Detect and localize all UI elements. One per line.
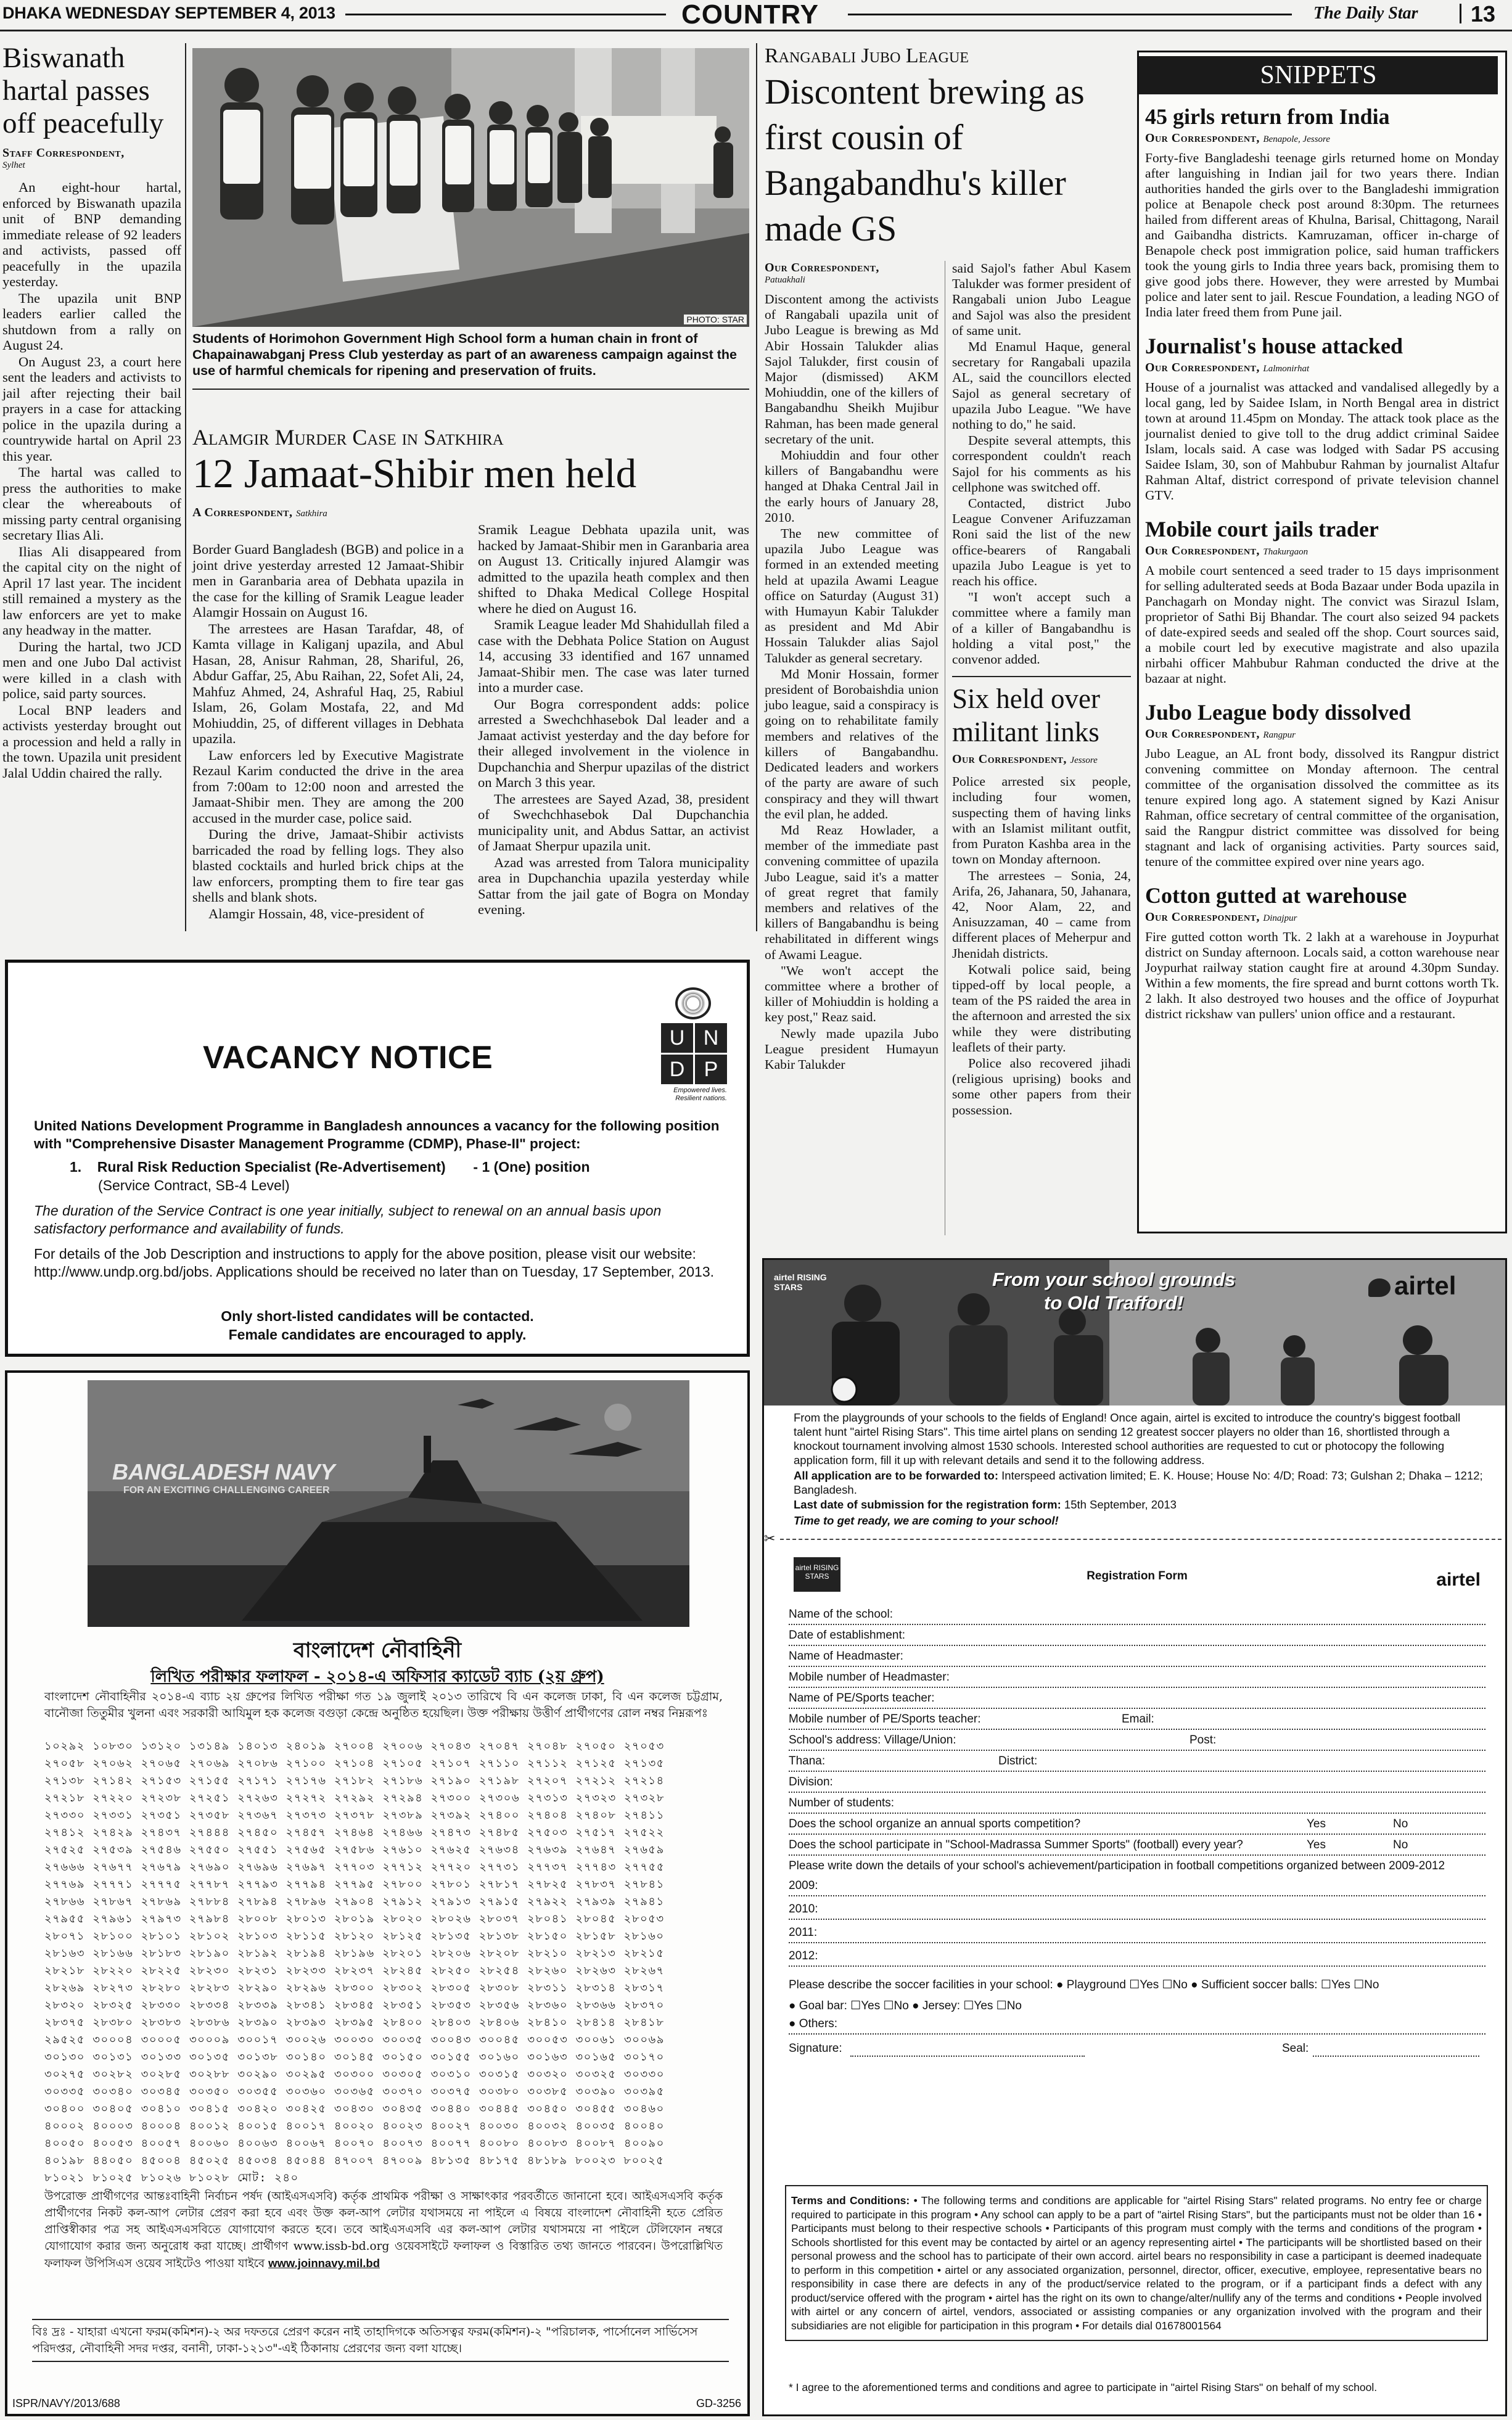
dateline: DHAKA WEDNESDAY SEPTEMBER 4, 2013: [2, 4, 335, 22]
airtel-swirl-icon: [1368, 1278, 1391, 1297]
snippet-item: [1145, 699, 1499, 870]
form-year-2009[interactable]: 2009:: [789, 1875, 1485, 1896]
byline-location: Patuakhali: [765, 275, 805, 285]
form-question-summer[interactable]: Does the school participate in "School-Madrassa Summer Sports" (football) every year? Yes No: [789, 1835, 1485, 1856]
section-title: COUNTRY: [681, 0, 819, 30]
form-badge: airtel RISING STARS: [794, 1557, 840, 1592]
snippet-headline: Mobile court jails trader: [1145, 517, 1379, 541]
form-others[interactable]: ● Others:: [789, 2014, 1485, 2035]
byline: Our Correspondent, Rangpur: [1145, 727, 1296, 741]
roll-row: ৩০১৩০ ৩০১৩১ ৩০১৩৩ ৩০১৩৫ ৩০১৩৮ ৩০১৪০ ৩০১৪৫ ৩০১৫০ ৩০১৫৫ ৩০১৬০ ৩০১৬৩ ৩০১৬৫ ৩০১৭০: [44, 2051, 665, 2064]
roll-row: ২৮১৬৩ ২৮১৬৬ ২৮১৮৩ ২৮১৯০ ২৮১৯২ ২৮১৯৪ ২৮১৯৬ ২৮২০১ ২৮২০৬ ২৮২০৮ ২৮২১০ ২৮২১৩ ২৮২১৫: [44, 1947, 665, 1960]
logo-tagline: Empowered lives. Resilient nations.: [673, 1087, 727, 1102]
paragraph: said Sajol's father Abul Kasem Talukder was former president of Rangabali union Jubo League and Sajol was also the president of same unit.: [952, 261, 1131, 338]
story-militant: [952, 682, 1131, 1117]
paragraph: Discontent among the activists of Rangabali upazila unit of Jubo League is brewing as Md Abir Hossain Talukder alias Sajol Talukder, first cousin of Major (dismissed) AKM Mohiuddin, one of the killers of Bangabandhu Sheikh Mujibur Rahman, has been made general secretary of the unit.: [765, 292, 939, 447]
snippet-text: Jubo League, an AL front body, dissolved its Rangpur district convening committee on Monday afternoon. The central committee of the organisation dissolved the committee as its tenure expired long ago. A statement signed by Kazi Anisur Rahman, office secretary of central committee of the organisation, said the Rangpur district committee was dissolved for being stagnant and lack of organising activities. Party sources said, tenure of the committee expired over nine years ago.: [1145, 746, 1499, 869]
logo-letter: N: [695, 1023, 727, 1053]
vacancy-title: VACANCY NOTICE: [203, 1040, 493, 1076]
snippet-item: [1145, 882, 1499, 1022]
un-emblem-icon: [675, 987, 711, 1019]
logo-letter: P: [695, 1055, 727, 1084]
registration-form: [789, 1551, 1485, 2168]
paragraph: An eight-hour hartal, enforced by Biswanath upazila unit of BNP demanding immediate release of 92 leaders and activists, passed off peacefully in the upazila yesterday.: [2, 179, 181, 289]
navy-ad: [5, 1370, 750, 2416]
paragraph: During the hartal, two JCD men and one Jubo Dal activist were killed in a clash with police, said party sources.: [2, 638, 181, 701]
byline-location: Satkhira: [295, 509, 327, 519]
byline-location: Jessore: [1070, 755, 1098, 766]
navy-title: বাংলাদেশ নৌবাহিনী: [293, 1638, 462, 1663]
roll-row: ৮১০২১ ৮১০২৫ ৮১০২৬ ৮১০২৮ মোট: ২৪০: [44, 2171, 299, 2184]
paragraph: The hartal was called to press the authorities to make clear the whereabouts of missing party central organising secretary Ilias Ali.: [2, 464, 181, 543]
navy-note: বিঃ দ্রঃ - যাহারা এখনো ফরম(কমিশন)-২ অর দফতরে প্রেরণ করেন নাই তাহাদিগকে অতিসত্বর ফরম(কমিশন)-২ "পরিচালক, পার্সোনেল সার্ভিসেস পরিদপ্তর, নৌবাহিনী সদর দপ্তর, বনানী, ঢাকা-১২১৩"-এই ঠিকানায় প্রেরণের জন্য বলা যাচ্ছে।: [32, 2319, 729, 2362]
gd-code: GD-3256: [696, 2397, 741, 2410]
form-field-pe-mobile[interactable]: Mobile number of PE/Sports teacher: Email:: [789, 1709, 1485, 1730]
terms-box: Terms and Conditions: • The following terms and conditions are applicable for "airtel Rising Stars" related programs. No entry fee or charge required to participate in this program • Any school can apply to be a part of "airtel Rising Stars", but the participants must not be older than 16 • Participants must belong to their respective schools • Participants of this program must comply with the terms and conditions of the program • Schools shortlisted for this event may be contacted by airtel or an agency representing airtel • The participants will be shortlisted based on their personal prowess and the school has to participate of their own accord. airtel bears no responsibility in case a participant is deemed inadequate to perform in this competition • airtel or any associated organization, personnel, director, officer, executive, employee, representative bears no responsibility in case there are defects in any of the product/service related to the program, or if a participant finds a defect with any product/service offered with the program • airtel has the right on its own to change/alter/nullify any of the terms and conditions • People involved with airtel or any concern of airtel, vendors, associated or assisting companies or any organization involved with the program and their subsidiaries are not eligible for participation in this program • For details dial 01678001564: [785, 2185, 1488, 2341]
rangabali-col2: [952, 261, 1131, 1119]
paragraph: Contacted, district Jubo League Convener Arifuzzaman Roni said the list of the new office-bearers of Rangabali upazila Jubo League is yet to reach his office.: [952, 496, 1131, 589]
roll-row: ২৭৭৬৯ ২৭৭৭১ ২৭৭৭৫ ২৭৭৮৭ ২৭৭৯৩ ২৭৭৯৪ ২৭৭৯৫ ২৭৮০০ ২৭৮০১ ২৭৮১৭ ২৭৮২৫ ২৭৮৩৭ ২৭৮৪১: [44, 1878, 665, 1891]
airtel-tagline: Time to get ready, we are coming to your school!: [794, 1514, 1059, 1527]
rising-stars-badge: airtel RISING STARS: [774, 1272, 827, 1292]
navy-outro: উপরোক্ত প্রার্থীগণের আন্তঃবাহিনী নির্বাচন পর্ষদ (আইএসএসবি) কর্তৃক প্রাথমিক পরীক্ষা ও সাক্ষাৎকার পরবর্তীতে জানানো হবে। আইএসএসবি কর্তৃক প্রার্থীগণের নিকট কল-আপ লেটার প্রেরণ করা হবে এবং উক্ত কল-আপ লেটার যথাসময়ে না পাইলে এ বিষয়ে বাংলাদেশ নৌবাহিনী হতে প্রেরিত প্রাপ্তিস্বীকার পত্র সহ আইএসএসবিতে যোগাযোগ করতে হবে। তবে আইএসএসবি এর কল-আপ লেটার যথাসময়ে না পাইলে টেলিফোন নম্বরে যোগাযোগ করার জন্য অনুরোধ করা যাচ্ছে। প্রার্থীগণ www.issb-bd.org ওয়েবসাইটে ফলাফল ও বিস্তারিত তথ্য জানতে পারবেন। উপরোল্লিখিত ফলাফল উপিসিএস ওয়েব সাইটেও পাওয়া যাইবে www.joinnavy.mil.bd: [44, 2190, 723, 2270]
airtel-headline-2: to Old Trafford!: [1044, 1292, 1184, 1314]
airtel-headline-1: From your school grounds: [992, 1269, 1236, 1290]
paragraph: Newly made upazila Jubo League president Humayun Kabir Talukder: [765, 1026, 939, 1072]
logo-letter: U: [661, 1023, 693, 1053]
female-note: Female candidates are encouraged to apply.: [228, 1327, 527, 1343]
paper-logo: The Daily Star: [1313, 4, 1418, 23]
roll-row: ৩০৩৩৫ ৩০৩৪০ ৩০৩৪৫ ৩০৩৫০ ৩০৩৫৫ ৩০৩৬০ ৩০৩৬৫ ৩০৩৭০ ৩০৩৭৫ ৩০৩৮০ ৩০৩৮৫ ৩০৩৯০ ৩০৩৯৫: [44, 2085, 665, 2098]
agree-statement: * I agree to the aforementioned terms and conditions and agree to participate in "airtel Rising Stars" on behalf of my school.: [789, 2381, 1378, 2393]
address-line: All application are to be forwarded to: Interspeed activation limited; E. K. House; House No: 4/D; Road: 73; Gulshan 2; Dhaka – 1212; Bangladesh.: [794, 1469, 1483, 1496]
roll-row: ২৮৩২০ ২৮৩২৫ ২৮৩৩০ ২৮৩৩৪ ২৮৩৩৯ ২৮৩৪১ ২৮৩৪৫ ২৮৩৫১ ২৮৩৫৩ ২৮৩৫৬ ২৮৩৬০ ২৮৩৬৬ ২৮৩৭০: [44, 1999, 665, 2012]
form-title: Registration Form: [1087, 1570, 1188, 1582]
contract-duration: The duration of the Service Contract is one year initially, subject to renewal on an annual basis upon satisfactory performance and availability of funds.: [34, 1203, 662, 1237]
roll-row: ৩০২৭৫ ৩০২৮২ ৩০২৮৫ ৩০২৮৮ ৩০২৯০ ৩০২৯৫ ৩০৩০০ ৩০৩০৫ ৩০৩১০ ৩০৩১৫ ৩০৩২০ ৩০৩২৫ ৩০৩৩০: [44, 2068, 665, 2081]
paragraph: Md Enamul Haque, general secretary for Rangabali upazila AL, said the councillors elected Sajol as general secretary of upazila Jubo League. "We have nothing to do," he said.: [952, 339, 1131, 432]
headline: Biswanath hartal passes off peacefully: [2, 42, 164, 139]
form-field-address[interactable]: School's address: Village/Union: Post:: [789, 1730, 1485, 1751]
kicker: Rangabali Jubo League: [765, 44, 969, 67]
roll-row: ২৭৫২৫ ২৭৫৩৯ ২৭৫৪৬ ২৭৫৫০ ২৭৫৫১ ২৭৫৬৫ ২৭৫৮৬ ২৭৬১০ ২৭৬২৫ ২৭৬৩৪ ২৭৬৩৯ ২৭৬৪৭ ২৭৬৫৯: [44, 1843, 665, 1856]
form-facilities-2[interactable]: ● Goal bar: ☐Yes ☐No ● Jersey: ☐Yes ☐No: [789, 1999, 1022, 2012]
byline-location: Sylhet: [2, 160, 25, 170]
form-year-2010[interactable]: 2010:: [789, 1899, 1485, 1920]
roll-row: ২৭৪১২ ২৭৪২৯ ২৭৪৩৭ ২৭৪৪৪ ২৭৪৫০ ২৭৪৫৭ ২৭৪৬৪ ২৭৪৬৬ ২৭৪৭৩ ২৭৪৮৫ ২৭৫০৩ ২৭৫১৭ ২৭৫২২: [44, 1826, 665, 1839]
form-field-division[interactable]: Division:: [789, 1772, 1485, 1793]
students-image: [192, 48, 749, 327]
snippets-header: SNIPPETS: [1139, 56, 1498, 94]
human-chain-photo: [192, 48, 749, 327]
snippet-headline: Cotton gutted at warehouse: [1145, 883, 1407, 908]
roll-row: ২৭২১৮ ২৭২২০ ২৭২৩৮ ২৭২৫১ ২৭২৬৩ ২৭২৭২ ২৭২৯২ ২৭২৯৪ ২৭৩০০ ২৭৩০৬ ২৭৩১৩ ২৭৩২৩ ২৭৩২৮: [44, 1792, 665, 1805]
paragraph: Our Bogra correspondent adds: police arrested a Swechchhasebok Dal leader and a Jamaat activist yesterday and the day before for their alleged involvement in the violence in Dupchanchia and Sherpur upazilas of the district on March 3 this year.: [478, 696, 749, 790]
roll-row: ১০২৯২ ১০৮৩০ ১৩১২০ ১৩১৪৯ ১৪০১৩ ২৪০১৯ ২৭০০৪ ২৭০০৬ ২৭০৪৩ ২৭০৪৭ ২৭০৪৮ ২৭০৫০ ২৭০৫৩: [44, 1740, 665, 1753]
paragraph: Local BNP leaders and activists yesterday brought out a procession and held a rally in the town. Upazila unit president Jalal Uddin chaired the rally.: [2, 702, 181, 781]
paragraph: Md Monir Hossain, former president of Borobaishdia union jubo league, said a conspiracy is going on to rehabilitate family members and relatives of the killers of Bangabandhu. Dedicated leaders and workers of the party are aware of such conspiracy and they will thwart the evil plan, he added.: [765, 666, 939, 821]
snippet-headline: Journalist's house attacked: [1145, 334, 1403, 358]
byline: Staff Correspondent,: [2, 146, 125, 160]
paragraph: Mohiuddin and four other killers of Bangabandhu were hanged at Dhaka Central Jail in the early hours of January 28, 2010.: [765, 448, 939, 525]
roll-row: ২৭৬৬৬ ২৭৬৭৭ ২৭৬৭৯ ২৭৬৯০ ২৭৬৯৬ ২৭৬৯৭ ২৭৭০৩ ২৭৭১২ ২৭৭২০ ২৭৭৩১ ২৭৭৩৭ ২৭৭৪৩ ২৭৭৫৫: [44, 1861, 665, 1874]
snippet-text: A mobile court sentenced a seed trader to 15 days imprisonment for selling adulterated seeds at Boda Bazaar under Boda upazila in Panchagarh on Monday night. The convict was Sirazul Islam, proprietor of Sathi Bij Bhandar. The court also seized 94 packets of date-expired seeds and sealed off the shop. Court sources said, a mobile court led by executive magistrate and also upazila nirbahi officer Mahbubur Rahman conducted the drive at the bazaar at night.: [1145, 563, 1499, 686]
position-count: - 1 (One) position: [473, 1159, 590, 1175]
paragraph: Border Guard Bangladesh (BGB) and police in a joint drive yesterday arrested 12 Jamaat-Shibir men in Garanbaria area of Debhata upazila in the case for the killing of Sramik League leader Alamgir Hossain on August 16.: [192, 541, 464, 620]
scissors-icon: ✂: [764, 1531, 776, 1547]
snippet-headline: Jubo League body dissolved: [1145, 700, 1411, 725]
roll-row: ২৭৯৫৫ ২৭৯৬১ ২৭৯৭৩ ২৭৯৮৪ ২৮০০৮ ২৮০১৩ ২৮০১৯ ২৮০২০ ২৮০২৬ ২৮০৩৭ ২৮০৪১ ২৮০৪৫ ২৮০৫৩: [44, 1912, 665, 1925]
story-biswanath: [2, 42, 181, 781]
snippet-text: House of a journalist was attacked and vandalised allegedly by a local gang, led by Saidee Islam, in North Bengal area in district town at around 11.45pm on Monday. The attack took place as the journalist denied to give toll to the drug addict criminal Saidee Islam, locals said. A case was lodged with Sadar PS accusing Saidee Islam, 30, son of Mahbubur Rahman by journalist Altafur Rahman Altaf, district correspond of private television channel GTV.: [1145, 380, 1499, 503]
roll-row: ২৭৮৬৬ ২৭৮৬৭ ২৭৮৬৯ ২৭৮৮৪ ২৭৮৯৪ ২৭৮৯৬ ২৭৯০৪ ২৭৯১২ ২৭৯১৩ ২৭৯১৫ ২৭৯২২ ২৭৯৩৯ ২৭৯৪১: [44, 1895, 665, 1908]
paragraph: The new committee of upazila Jubo League was formed in an extended meeting held at upazila Awami League office on Saturday (August 31) with Humayun Kabir Talukder as president and Md Abir Hossain Talukder alias Sajol Talukder as general secretary.: [765, 526, 939, 665]
navy-intro: বাংলাদেশ নৌবাহিনীর ২০১৪-এ ব্যাচ ২য় গ্রুপের লিখিত পরীক্ষা গত ১৯ জুলাই ২০১৩ তারিখে বি এন কলেজ ঢাকা, বি এন কলেজ চট্টগ্রাম, বানৌজা তিতুমীর খুলনা এবং সরকারী আযিমুল হক কলেজ বগুড়া কেন্দ্রে অনুষ্ঠিত হয়েছিল। উক্ত পরীক্ষায় উত্তীর্ণ প্রার্থীগণের রোল নম্বর নিম্নরূপঃ: [44, 1690, 723, 1720]
column-1: [192, 541, 464, 922]
roll-row: ৪০০৫০ ৪০০৫৩ ৪০০৫৭ ৪০০৬০ ৪০০৬৩ ৪০০৬৭ ৪০০৭০ ৪০০৭৩ ৪০০৭৭ ৪০০৮০ ৪০০৮৩ ৪০০৮৭ ৪০০৯০: [44, 2137, 665, 2150]
paragraph: Kotwali police said, being tipped-off by local people, a team of the PS raided the area in the afternoon and arrested the six while they were distributing leaflets of their party.: [952, 961, 1131, 1055]
byline: Our Correspondent, Dinajpur: [1145, 910, 1297, 924]
paragraph: Police arrested six people, including four women, suspecting them of having links with an Islamist militant outfit, from Puraton Kashba area in the town on Monday afternoon.: [952, 774, 1131, 867]
byline: Our Correspondent,: [765, 261, 879, 274]
paragraph: The arrestees are Hasan Tarafdar, 48, of Kamta village in Kaliganj upazila, and Abul Hasan, 28, Anisur Rahman, 28, Shariful, 26, Abdur Gaffar, 25, Abu Raihan, 22, Sofet Ali, 24, Mahfuz Ahmed, 24, Ashraful Haq, 25, Rabiul Islam, 26, Golam Mostafa, 22, and Md Mohiuddin, 25, of different villages in Debhata upazila.: [192, 620, 464, 746]
snippet-text: Forty-five Bangladeshi teenage girls returned home on Monday after languishing in Indian jail for two years there. Indian authorities handed the girls over to the Bangladeshi immigration police at Benapole check post around 8:30pm. The returnees hailed from different areas of Khulna, Barisal, Chittagong, Narail and Gaibandha districts. Kamruzaman, officer in-charge of Benapole check post immigration police, said human traffickers took the young girls to India three years back, promising them to give good jobs there. However, they were arrested by Mumbai police and later sent to jail. Rescue Foundation, a leading NGO of India later freed them from Pune jail.: [1145, 150, 1499, 319]
page-number: 13: [1471, 1, 1496, 27]
form-year-2011[interactable]: 2011:: [789, 1922, 1485, 1943]
form-field-school-name[interactable]: Name of the school:: [789, 1604, 1485, 1625]
roll-row: ২৭০৫৮ ২৭০৬২ ২৭০৬৫ ২৭০৬৯ ২৭০৮৬ ২৭১০০ ২৭১০৪ ২৭১০৫ ২৭১০৭ ২৭১১০ ২৭১১২ ২৭১২৫ ২৭১৩৫: [44, 1757, 665, 1770]
paragraph: Sramik League leader Md Shahidullah filed a case with the Debhata Police Station on August 14, accusing 33 identified and 167 unnamed Jamaat-Shibir men. The case was later turned into a murder case.: [478, 617, 749, 695]
form-field-pe-teacher[interactable]: Name of PE/Sports teacher:: [789, 1688, 1485, 1709]
column-2: [478, 522, 749, 918]
position-line: 1. Rural Risk Reduction Specialist (Re-Advertisement) - 1 (One) position: [70, 1159, 590, 1175]
vacancy-intro: United Nations Development Programme in Bangladesh announces a vacancy for the following position with "Comprehensive Disaster Management Programme (CDMP), Phase-II" project:: [34, 1118, 720, 1151]
roll-row: ২৮০৭১ ২৮১০০ ২৮১০১ ২৮১০২ ২৮১০৩ ২৮১১৫ ২৮১২০ ২৮১২৫ ২৮১৩৫ ২৮১৩৮ ২৮১৫০ ২৮১৫৮ ২৮১৬০: [44, 1930, 665, 1943]
form-field-students[interactable]: Number of students:: [789, 1793, 1485, 1814]
snippet-item: [1145, 516, 1499, 686]
form-question-achievement: Please write down the details of your school's achievement/participation in football competitions organized between 2009-2012: [789, 1859, 1445, 1872]
roll-row: ২৮৩৭৫ ২৮৩৮০ ২৮৩৮৩ ২৮৩৮৬ ২৮৩৯০ ২৮৩৯৩ ২৮৩৯৫ ২৮৪০০ ২৮৪০৩ ২৮৪০৬ ২৮৪১০ ২৮৪১৪ ২৮৪১৮: [44, 2016, 665, 2029]
vacancy-ad: [5, 960, 750, 1357]
paragraph: During the drive, Jamaat-Shibir activists barricaded the road by felling logs. They also blasted cocktails and hurled brick chips at the law enforcers, prompting them to fire tear gas shells and blank shots.: [192, 826, 464, 905]
paragraph: The arrestees – Sonia, 24, Arifa, 26, Jahanara, 50, Jahanara, 42, Noor Alam, 22, and Anisuzzaman, 40 – came from different places of Meherpur and Jhenidah districts.: [952, 868, 1131, 961]
form-brand: airtel: [1436, 1570, 1481, 1590]
snippet-headline: 45 girls return from India: [1145, 104, 1390, 129]
form-field-headmaster-mobile[interactable]: Mobile number of Headmaster:: [789, 1667, 1485, 1688]
kicker: Alamgir Murder Case in Satkhira: [192, 425, 504, 450]
roll-row: ২৮২৬৯ ২৮২৭৩ ২৮২৮০ ২৮২৮৩ ২৮২৯০ ২৮২৯৬ ২৮৩০০ ২৮৩০২ ২৮৩০৫ ২৮৩০৮ ২৮৩১১ ২৮৩১৪ ২৮৩১৭: [44, 1982, 665, 1994]
paragraph: Despite several attempts, this correspondent couldn't reach Sajol for his comments as his cellphone was switched off.: [952, 433, 1131, 495]
form-seal[interactable]: Seal:: [1282, 2042, 1309, 2055]
paragraph: The arrestees are Sayed Azad, 38, president of Swechchhasebok Dal Dupchanchia municipality unit, and Abdus Sattar, an activist of Jamaat Sherpur upazila unit.: [478, 791, 749, 854]
masthead: [0, 0, 1512, 31]
photo-caption: Students of Horimohon Government High School form a human chain in front of Chapainawabganj Press Club yesterday as part of an awareness campaign against the use of harmful chemicals for ripening and preservation of fruits.: [192, 331, 738, 378]
roll-row: ২৯৫২৫ ৩০০০৪ ৩০০০৫ ৩০০০৯ ৩০০১৭ ৩০০২৬ ৩০০৩০ ৩০০৩৫ ৩০০৪৩ ৩০০৪৫ ৩০০৫৩ ৩০০৬১ ৩০০৬৯: [44, 2033, 665, 2046]
ispr-code: ISPR/NAVY/2013/688: [12, 2397, 120, 2410]
form-question-sports[interactable]: Does the school organize an annual sports competition? Yes No: [789, 1814, 1485, 1835]
warship-icon: [88, 1380, 689, 1627]
rangabali-col1: [765, 261, 939, 1073]
navy-banner-sub: FOR AN EXCITING CHALLENGING CAREER: [123, 1485, 330, 1496]
paragraph: Law enforcers led by Executive Magistrate Rezaul Karim conducted the drive in the area from 7:00am to 12:00 noon and arrested the Jamaat-Shibir men. They are among the 200 accused in the murder case, police said.: [192, 747, 464, 826]
airtel-banner: [764, 1260, 1505, 1405]
form-field-thana[interactable]: Thana: District:: [789, 1751, 1485, 1772]
byline: Our Correspondent, Benapole, Jessore: [1145, 131, 1330, 145]
snippets-box: [1137, 51, 1507, 1233]
airtel-logo: airtel: [1368, 1271, 1456, 1301]
navy-subtitle: লিখিত পরীক্ষার ফলাফল - ২০১৪-এ অফিসার ক্যাডেট ব্যাচ (২য় গ্রুপ): [150, 1668, 604, 1686]
form-facilities[interactable]: Please describe the soccer facilities in your school: ● Playground ☐Yes ☐No ● Sufficient soccer balls: ☐Yes ☐No: [789, 1978, 1379, 1991]
roll-row: ৩০৪০০ ৩০৪০৫ ৩০৪১০ ৩০৪১৫ ৩০৪২০ ৩০৪২৫ ৩০৪৩০ ৩০৪৩৫ ৩০৪৪০ ৩০৪৪৫ ৩০৪৫০ ৩০৪৫৫ ৩০৪৬০: [44, 2102, 665, 2115]
undp-logo: [659, 987, 727, 1103]
headline: Six held over militant links: [952, 683, 1100, 748]
paragraph: Alamgir Hossain, 48, vice-president of: [208, 905, 424, 921]
byline: Our Correspondent, Lalmonirhat: [1145, 361, 1310, 374]
snippet-text: Fire gutted cotton worth Tk. 2 lakh at a warehouse in Joypurhat district on Sunday afternoon. Locals said, a cotton warehouse near Joypurhat railway station caught fire at around 4.30pm Sunday. Within a few moments, the fire spread and burnt cottons worth Tk. 2 lakh. It also destroyed two houses and the office of Joypurhat district rickshaw van pullers' union office and a restaurant.: [1145, 929, 1499, 1021]
roll-row: ৪০১৯৮ ৪৪০৫০ ৪৫০০৪ ৪৫০২৫ ৪৫০৩৪ ৪৫০৪৪ ৪৭০০৭ ৪৭০০৯ ৪৮১৩৫ ৪৮১৭৫ ৪৮১৮৯ ৮০০২৩ ৮০০২৫: [44, 2154, 665, 2167]
article-body: [2, 179, 181, 781]
paragraph: Azad was arrested from Talora municipality area in Dupchanchia upazila yesterday while Sattar from the jail gate of Bogra on Monday evening.: [478, 854, 749, 917]
airtel-ad: [762, 1258, 1507, 2416]
airtel-intro: From the playgrounds of your schools to the fields of England! Once again, airtel is excited to introduce the country's biggest football talent hunt "airtel Rising Stars". This time airtel plans on sending 12 greatest soccer players no older than 16, shortlisted through a knockout tournament involving almost 1530 schools. Interested school authorities are requested to cut or photocopy the following application form, fill it up with relevant details and send it to the following address.: [794, 1411, 1461, 1467]
paragraph: "We won't accept the committee where a brother of killer of Mohiuddin is holding a key post," Reaz said.: [765, 963, 939, 1025]
roll-row: ২৮২১৮ ২৮২২০ ২৮২২৫ ২৮২৩০ ২৮২৩১ ২৮২৩৩ ২৮২৩৭ ২৮২৪৫ ২৮২৫০ ২৮২৫৪ ২৮২৬০ ২৮২৬৩ ২৮২৬৭: [44, 1964, 665, 1977]
form-year-2012[interactable]: 2012:: [789, 1946, 1485, 1967]
snippet-item: [1145, 332, 1499, 503]
paragraph: "I won't accept such a committee where a family man of a killer of Bangabandhu is holding a vital post," the convenor added.: [952, 590, 1131, 667]
headline: 12 Jamaat-Shibir men held: [192, 451, 637, 496]
paragraph: Md Reaz Howlader, a member of the immediate past convening committee of upazila Jubo League, said it's a matter of great regret that family members and relatives of the killers of Bangabandhu is being rehabilitated in different wings of Awami League.: [765, 822, 939, 962]
position-title: Rural Risk Reduction Specialist (Re-Advertisement): [97, 1159, 446, 1175]
paragraph: Ilias Ali disappeared from the capital city on the night of April 17 last year. The incident still remained a mystery as the law enforcers are yet to make any headway in the matter.: [2, 543, 181, 638]
roll-row: ২৭৩৩০ ২৭৩৩১ ২৭৩৫১ ২৭৩৫৮ ২৭৩৬৭ ২৭৩৭৩ ২৭৩৭৮ ২৭৩৮৯ ২৭৩৯২ ২৭৪০০ ২৭৪০৪ ২৭৪০৮ ২৭৪১১: [44, 1809, 665, 1822]
roll-row: ২৭১৩৮ ২৭১৪২ ২৭১৫৩ ২৭১৫৫ ২৭১৭১ ২৭১৭৬ ২৭১৮২ ২৭১৮৬ ২৭১৯০ ২৭১৯৮ ২৭২০৭ ২৭২১২ ২৭২১৪: [44, 1774, 665, 1787]
story-rangabali: [765, 44, 1122, 252]
shortlist-note: Only short-listed candidates will be contacted.: [221, 1308, 534, 1324]
paragraph: Police also recovered jihadi (religious uprising) books and some other papers from their possession.: [952, 1055, 1131, 1117]
navy-banner-title: BANGLADESH NAVY: [112, 1459, 335, 1484]
byline: A Correspondent, Satkhira: [192, 506, 327, 519]
navy-website-link[interactable]: www.joinnavy.mil.bd: [268, 2257, 380, 2270]
form-field-headmaster[interactable]: Name of Headmaster:: [789, 1646, 1485, 1667]
apply-details: For details of the Job Description and instructions to apply for the above position, please visit our website: http://www.undp.org.bd/jobs. Applications should be received no later than on Tuesday, 17 September, 2013.: [34, 1246, 715, 1280]
contract-type: (Service Contract, SB-4 Level): [98, 1177, 290, 1193]
deadline-line: Last date of submission for the registration form: 15th September, 2013: [794, 1498, 1177, 1511]
paragraph: On August 23, a court here sent the leaders and activists to jail after rejecting their bail prayers in a case for attacking police in the upazila during a countrywide hartal on April 23 this year.: [2, 353, 181, 464]
roll-number-list: [44, 1738, 723, 2187]
headline: Discontent brewing as first cousin of Bangabandhu's killer made GS: [765, 72, 1085, 249]
story-satkhira: [192, 424, 749, 921]
paragraph: Sramik League Debhata upazila unit, was hacked by Jamaat-Shibir men in Garanbaria area on August 13. Critically injured Alamgir was admitted to the upazila heath complex and then shifted to Dhaka Medical College Hospital where he died on August 16.: [478, 522, 749, 616]
logo-letter: D: [661, 1055, 693, 1084]
navy-banner-image: [88, 1380, 689, 1627]
roll-row: ৪০০০২ ৪০০০৩ ৪০০০৪ ৪০০১২ ৪০০১৫ ৪০০১৭ ৪০০২০ ৪০০২৩ ৪০০২৭ ৪০০৩০ ৪০০৩২ ৪০০৩৫ ৪০০৪০: [44, 2120, 665, 2133]
form-field-establishment[interactable]: Date of establishment:: [789, 1625, 1485, 1646]
paragraph: The upazila unit BNP leaders earlier called the shutdown from a rally on August 24.: [2, 290, 181, 353]
byline: Our Correspondent, Jessore: [952, 752, 1098, 767]
snippet-item: [1145, 103, 1499, 320]
form-signature[interactable]: Signature:: [789, 2042, 842, 2055]
byline: Our Correspondent, Thakurgaon: [1145, 544, 1309, 558]
photo-credit: PHOTO: STAR: [684, 315, 747, 324]
